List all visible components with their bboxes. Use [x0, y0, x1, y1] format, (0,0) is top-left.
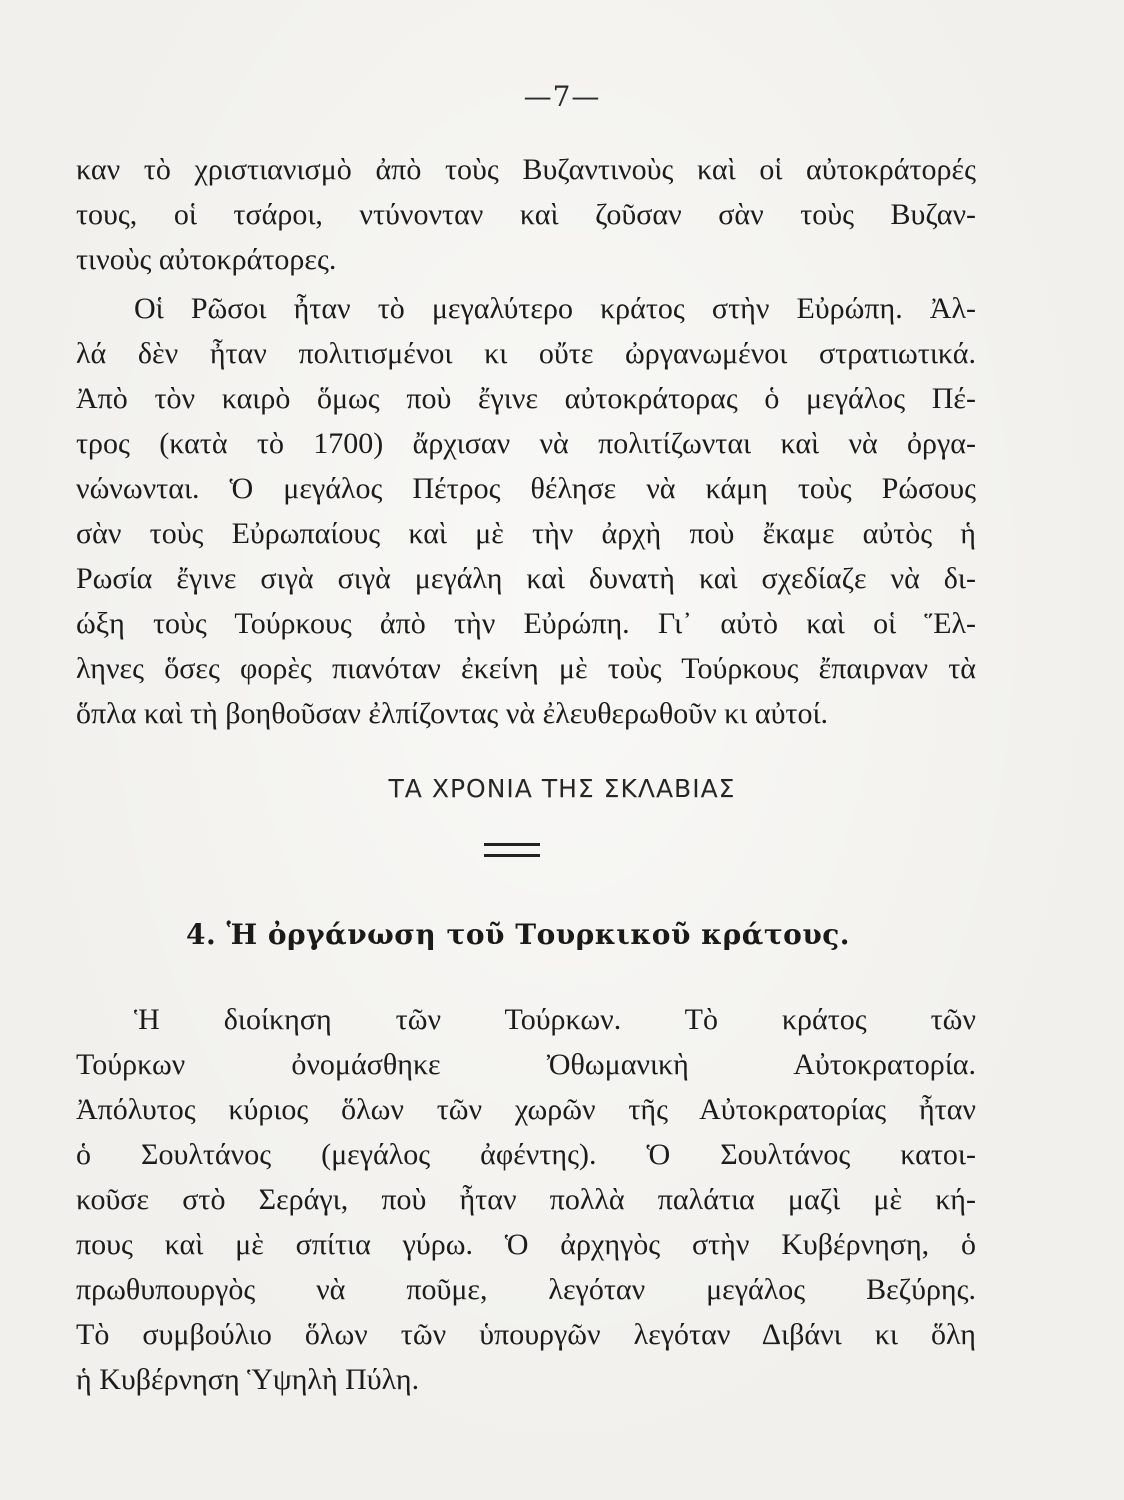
paragraph-continuation	[76, 147, 976, 282]
text-line: λά δὲν ἦταν πολιτισμένοι κι οὔτε ὠργανωμένοι στρατιωτικά.	[76, 337, 976, 370]
text-line: τρος (κατὰ τὸ 1700) ἄρχισαν νὰ πολιτίζωνται καὶ νὰ ὀργα-	[76, 427, 976, 460]
double-rule-divider	[484, 843, 540, 857]
chapter-heading	[186, 918, 850, 951]
text-line: ληνες ὅσες φορὲς πιανόταν ἐκείνη μὲ τοὺς Τούρκους ἔπαιρναν τὰ	[76, 652, 976, 685]
chapter-title: Ἡ ὀργάνωση τοῦ Τουρκικοῦ κράτους.	[226, 918, 851, 951]
text-line: τινοὺς αὐτοκράτορες.	[76, 243, 337, 276]
text-line: Τούρκων ὀνομάσθηκε Ὀθωμανικὴ Αὐτοκρατορία.	[76, 1048, 976, 1081]
text-line: καν τὸ χριστιανισμὸ ἀπὸ τοὺς Βυζαντινοὺς καὶ οἱ αὐτοκράτορές	[76, 153, 976, 186]
page-number: —7—	[523, 80, 601, 113]
text-line: πους καὶ μὲ σπίτια γύρω. Ὁ ἀρχηγὸς στὴν Κυβέρνηση, ὁ	[76, 1228, 976, 1261]
text-line: τους, οἱ τσάροι, ντύνονταν καὶ ζοῦσαν σὰν τοὺς Βυζαν-	[76, 198, 976, 231]
section-heading: ΤΑ ΧΡΟΝΙΑ ΤΗΣ ΣΚΛΑΒΙΑΣ	[388, 774, 736, 803]
text-line: κοῦσε στὸ Σεράγι, ποὺ ἦταν πολλὰ παλάτια μαζὶ μὲ κή-	[76, 1183, 976, 1216]
text-line: Τὸ συμβούλιο ὅλων τῶν ὑπουργῶν λεγόταν Διβάνι κι ὅλη	[76, 1318, 976, 1351]
text-line: ὁ Σουλτάνος (μεγάλος ἀφέντης). Ὁ Σουλτάνος κατοι-	[76, 1138, 976, 1171]
paragraph-administration	[76, 997, 976, 1402]
text-line: Ἀπόλυτος κύριος ὅλων τῶν χωρῶν τῆς Αὐτοκρατορίας ἦταν	[76, 1093, 976, 1126]
text-line: σὰν τοὺς Εὐρωπαίους καὶ μὲ τὴν ἀρχὴ ποὺ ἔκαμε αὐτὸς ἡ	[76, 517, 976, 550]
text-line: ώξη τοὺς Τούρκους ἀπὸ τὴν Εὐρώπη. Γι᾿ αὐτὸ καὶ οἱ Ἕλ-	[76, 607, 976, 640]
text-line: νώνωνται. Ὁ μεγάλος Πέτρος θέλησε νὰ κάμη τοὺς Ρώσους	[76, 472, 976, 505]
text-line: Ἀπὸ τὸν καιρὸ ὅμως ποὺ ἔγινε αὐτοκράτορας ὁ μεγάλος Πέ-	[76, 382, 976, 415]
text-line: ἡ Κυβέρνηση Ὑψηλὴ Πύλη.	[76, 1363, 420, 1396]
text-line: ὅπλα καὶ τὴ βοηθοῦσαν ἐλπίζοντας νὰ ἐλευθερωθοῦν κι αὐτοί.	[76, 697, 829, 730]
text-line: Ἡ διοίκηση τῶν Τούρκων. Τὸ κράτος τῶν	[134, 1003, 976, 1036]
paragraph-russians	[76, 286, 976, 736]
text-line: πρωθυπουργὸς νὰ ποῦμε, λεγόταν μεγάλος Βεζύρης.	[76, 1273, 976, 1306]
text-line: Οἱ Ρῶσοι ἦταν τὸ μεγαλύτερο κράτος στὴν Εὐρώπη. Ἀλ-	[134, 292, 976, 325]
text-line: Ρωσία ἔγινε σιγὰ σιγὰ μεγάλη καὶ δυνατὴ καὶ σχεδίαζε νὰ δι-	[76, 562, 976, 595]
chapter-number: 4.	[186, 918, 217, 951]
